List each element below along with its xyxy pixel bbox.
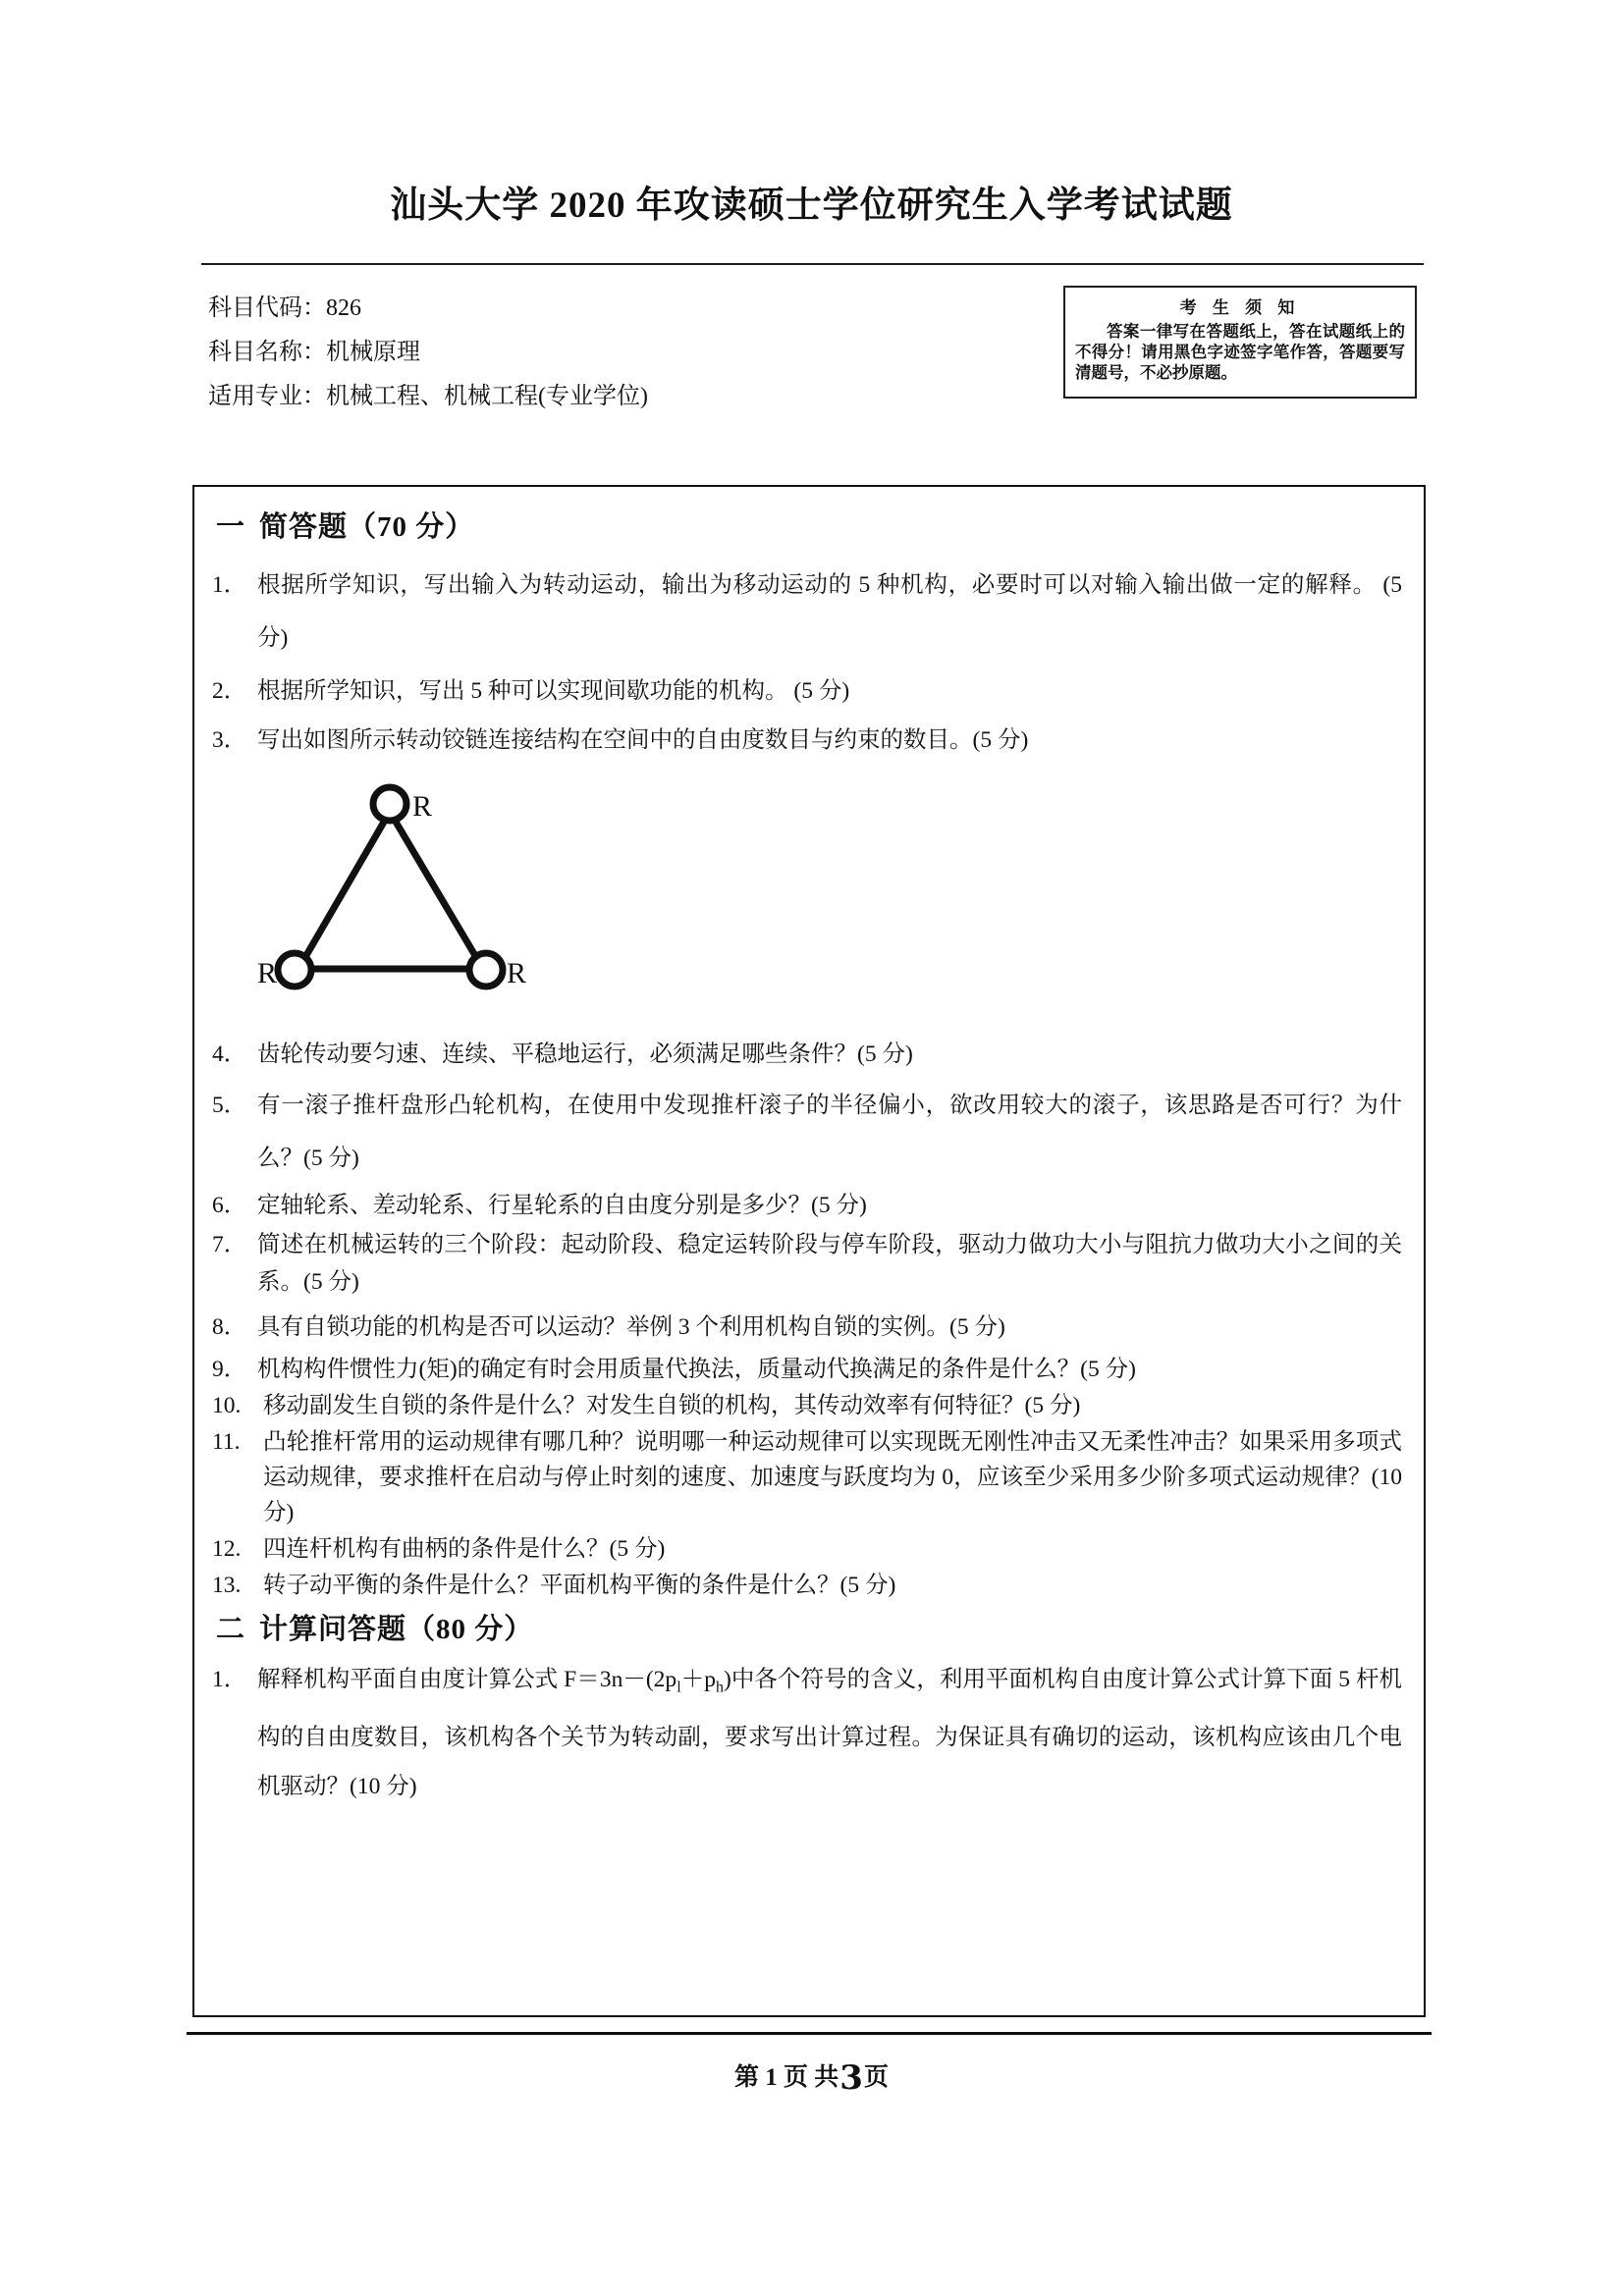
question-number: 1． <box>212 572 247 598</box>
triangle-diagram <box>257 773 581 1018</box>
notice-body: 答案一律写在答题纸上，答在试题纸上的不得分！请用黑色字迹签字笔作答，答题要写清题号，不必抄原题。 <box>1075 322 1405 382</box>
footer-suffix: 页 <box>863 2064 889 2091</box>
question-text: 写出如图所示转动铰链连接结构在空间中的自由度数目与约束的数目。(5 分) <box>257 727 1029 753</box>
question-text: 简述在机械运转的三个阶段：起动阶段、稳定运转阶段与停车阶段，驱动力做功大小与阻抗力做功大小之间的关系。(5 分) <box>257 1232 1402 1295</box>
question-number: 10. <box>212 1393 242 1418</box>
question-text: 根据所学知识，写出 5 种可以实现间歇功能的机构。 (5 分) <box>257 678 850 704</box>
section-2-score: （80 分） <box>406 1614 534 1645</box>
question-number: 3． <box>212 727 247 753</box>
joint-label-top: R <box>412 790 433 823</box>
revolute-joint-triangle-figure <box>212 773 1402 1024</box>
question-text: 机构构件惯性力(矩)的确定有时会用质量代换法，质量动代换满足的条件是什么？(5 分) <box>257 1357 1136 1382</box>
question-item <box>212 559 1402 665</box>
section-heading-1 <box>216 505 1402 545</box>
question-item <box>212 1303 1402 1352</box>
major-line: 适用专业：机械工程、机械工程(专业学位) <box>208 384 648 409</box>
question-text: 四连杆机构有曲柄的条件是什么？(5 分) <box>263 1536 666 1562</box>
question-item <box>212 1655 1402 1811</box>
question-text: 具有自锁功能的机构是否可以运动？举例 3 个利用机构自锁的实例。(5 分) <box>257 1314 1005 1340</box>
formula-text-mid: ＋p <box>680 1667 716 1692</box>
section-2-title: 计算问答题 <box>259 1614 407 1645</box>
question-number: 11. <box>212 1429 241 1455</box>
question-text: 根据所学知识，写出输入为转动运动，输出为移动运动的 5 种机构，必要时可以对输入输出做一定的解释。 (5 分) <box>257 572 1402 651</box>
footer-prefix: 第 1 页 共 <box>734 2064 839 2091</box>
question-number: 9． <box>212 1357 247 1382</box>
joint-label-right: R <box>507 957 527 989</box>
triangle-link-right <box>390 812 483 969</box>
section-1-number: 一 <box>216 511 246 543</box>
subject-name-line: 科目名称：机械原理 <box>208 340 420 365</box>
question-item <box>212 1352 1402 1387</box>
question-item <box>212 1030 1402 1079</box>
revolute-joint-left-icon <box>278 953 311 987</box>
questions-frame <box>192 485 1426 2017</box>
question-text: 凸轮推杆常用的运动规律有哪几种？说明哪一种运动规律可以实现既无刚性冲击又无柔性冲击？如果采用多项式运动规律，要求推杆在启动与停止时刻的速度、加速度与跃度均为 0，应该至少采用多少阶多项式运动规律？(10 分) <box>263 1429 1402 1525</box>
question-text: 有一滚子推杆盘形凸轮机构，在使用中发现推杆滚子的半径偏小，欲改用较大的滚子，该思路是否可行？为什么？(5 分) <box>257 1093 1402 1171</box>
section-heading-2 <box>216 1607 1402 1647</box>
triangle-link-left <box>298 812 390 969</box>
exam-meta-block <box>208 287 954 419</box>
footer-divider <box>187 2032 1432 2035</box>
formula-text-before: 解释机构平面自由度计算公式 F＝3n－(2p <box>257 1667 677 1692</box>
question-number: 2． <box>212 678 247 704</box>
question-item <box>212 1226 1402 1301</box>
question-number: 7． <box>212 1232 247 1257</box>
formula-text-after: )中各个符号的含义，利用平面机构自由度计算公式计算下面 5 杆机构的自由度数目，该机构各个关节为转动副，要求写出计算过程。为保证具有确切的运动，该机构应该由几个电机驱动？(10 分) <box>257 1667 1403 1799</box>
candidate-notice-box <box>1063 286 1417 399</box>
question-item <box>212 1388 1402 1423</box>
joint-label-left: R <box>257 957 278 989</box>
question-number: 12. <box>212 1536 242 1562</box>
title-divider <box>201 263 1424 265</box>
question-text <box>257 1655 1402 1811</box>
question-number: 1． <box>212 1667 247 1692</box>
question-text: 齿轮传动要匀速、连续、平稳地运行，必须满足哪些条件？(5 分) <box>257 1041 913 1067</box>
section-1-score: （70 分） <box>348 511 475 543</box>
section-1-title: 简答题 <box>259 511 349 543</box>
formula-subscript-l: l <box>676 1679 681 1696</box>
question-item <box>212 1079 1402 1185</box>
question-number: 4． <box>212 1041 247 1067</box>
question-item <box>212 716 1402 765</box>
page-footer <box>0 2055 1623 2098</box>
revolute-joint-right-icon <box>469 953 503 987</box>
question-item <box>212 1424 1402 1530</box>
footer-total-pages: 3 <box>839 2058 863 2098</box>
question-item <box>212 1568 1402 1603</box>
subject-code-line: 科目代码：826 <box>208 295 361 321</box>
question-number: 8． <box>212 1314 247 1340</box>
revolute-joint-top-icon <box>373 787 406 821</box>
page-title: 汕头大学 2020 年攻读硕士学位研究生入学考试试题 <box>390 186 1233 226</box>
question-item <box>212 667 1402 716</box>
question-item <box>212 1531 1402 1567</box>
question-text: 转子动平衡的条件是什么？平面机构平衡的条件是什么？(5 分) <box>263 1573 896 1598</box>
question-number: 13. <box>212 1573 242 1598</box>
notice-title: 考 生 须 知 <box>1179 298 1301 317</box>
question-number: 6． <box>212 1193 247 1218</box>
question-number: 5． <box>212 1093 247 1118</box>
question-item <box>212 1187 1402 1224</box>
formula-subscript-h: h <box>716 1679 724 1696</box>
question-text: 定轴轮系、差动轮系、行星轮系的自由度分别是多少？(5 分) <box>257 1193 867 1218</box>
question-text: 移动副发生自锁的条件是什么？对发生自锁的机构，其传动效率有何特征？(5 分) <box>263 1393 1081 1418</box>
section-2-number: 二 <box>216 1614 246 1645</box>
